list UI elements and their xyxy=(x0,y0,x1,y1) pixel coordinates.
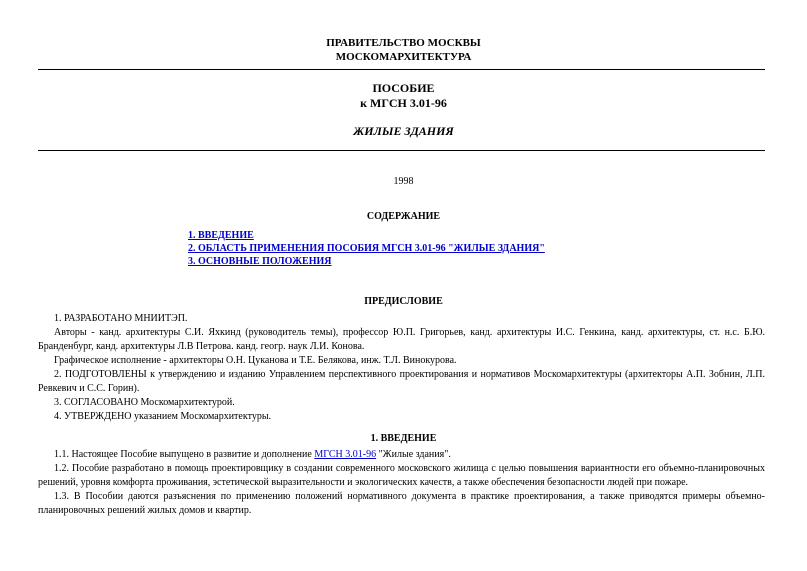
introduction-paragraph-3: 1.3. В Пособии даются разъяснения по применению положений нормативного документа в практике проектирования, а также приводятся примеры объемно-планировочных решений жилых домов и квартир. xyxy=(38,491,765,516)
title-line-1: ПОСОБИЕ xyxy=(372,81,435,95)
table-of-contents xyxy=(188,229,545,268)
title-divider xyxy=(38,150,765,151)
organization-header xyxy=(0,36,807,64)
toc-link-introduction[interactable]: 1. ВВЕДЕНИЕ xyxy=(188,230,254,241)
toc-heading: СОДЕРЖАНИЕ xyxy=(366,211,441,222)
preface-paragraph: Графическое исполнение - архитекторы О.Н. Цуканова и Т.Е. Белякова, инж. Т.Л. Винокурова. xyxy=(54,355,457,366)
introduction-body xyxy=(38,448,765,518)
introduction-paragraph-2: 1.2. Пособие разработано в помощь проектировщику в создании современного московского жилища с целью повышения вариантности его объемно-планировочных решений, уровня комфорта проживания, эстетической выразительности и экологических качеств, а также обеспечения безопасности людей при пожаре. xyxy=(38,463,765,488)
document-title xyxy=(0,81,807,111)
preface-paragraph: 4. УТВЕРЖДЕНО указанием Москомархитектуры. xyxy=(54,411,272,422)
intro-p1-text-after: "Жилые здания". xyxy=(376,449,451,460)
toc-link-scope[interactable]: 2. ОБЛАСТЬ ПРИМЕНЕНИЯ ПОСОБИЯ МГСН 3.01-96 "ЖИЛЫЕ ЗДАНИЯ" xyxy=(188,243,545,254)
org-line-architecture: МОСКОМАРХИТЕКТУРА xyxy=(335,51,472,63)
publication-year: 1998 xyxy=(393,176,414,187)
mgsn-link[interactable]: МГСН 3.01-96 xyxy=(314,449,377,460)
introduction-paragraph-1 xyxy=(38,448,765,462)
toc-link-main-provisions[interactable]: 3. ОСНОВНЫЕ ПОЛОЖЕНИЯ xyxy=(188,256,332,267)
introduction-heading: 1. ВВЕДЕНИЕ xyxy=(370,433,437,444)
document-subtitle: ЖИЛЫЕ ЗДАНИЯ xyxy=(353,124,454,138)
preface-paragraph: Авторы - канд. архитектуры С.И. Яхкинд (руководитель темы), профессор Ю.П. Григорьев, канд. архитектуры И.С. Генкина, канд. архитектуры, ст. н.с. Б.Ю. Бранденбург, канд. архитектуры Л.В Петрова. канд. геогр. наук Л.И. Конова. xyxy=(38,327,765,352)
intro-p1-text-before: 1.1. Настоящее Пособие выпущено в развитие и дополнение xyxy=(54,449,315,460)
org-line-government: ПРАВИТЕЛЬСТВО МОСКВЫ xyxy=(326,37,481,49)
preface-heading: ПРЕДИСЛОВИЕ xyxy=(364,296,443,307)
preface-paragraph: 1. РАЗРАБОТАНО МНИИТЭП. xyxy=(54,313,188,324)
preface-paragraph: 3. СОГЛАСОВАНО Москомархитектурой. xyxy=(54,397,235,408)
title-line-2: к МГСН 3.01-96 xyxy=(360,96,447,110)
top-divider xyxy=(38,69,765,70)
preface-paragraph: 2. ПОДГОТОВЛЕНЫ к утверждению и изданию Управлением перспективного проектирования и нормативов Москомархитектуры (архитекторы А.П. Зобнин, Л.П. Ревкевич и С.С. Горин). xyxy=(38,369,765,394)
preface-body xyxy=(38,312,765,424)
